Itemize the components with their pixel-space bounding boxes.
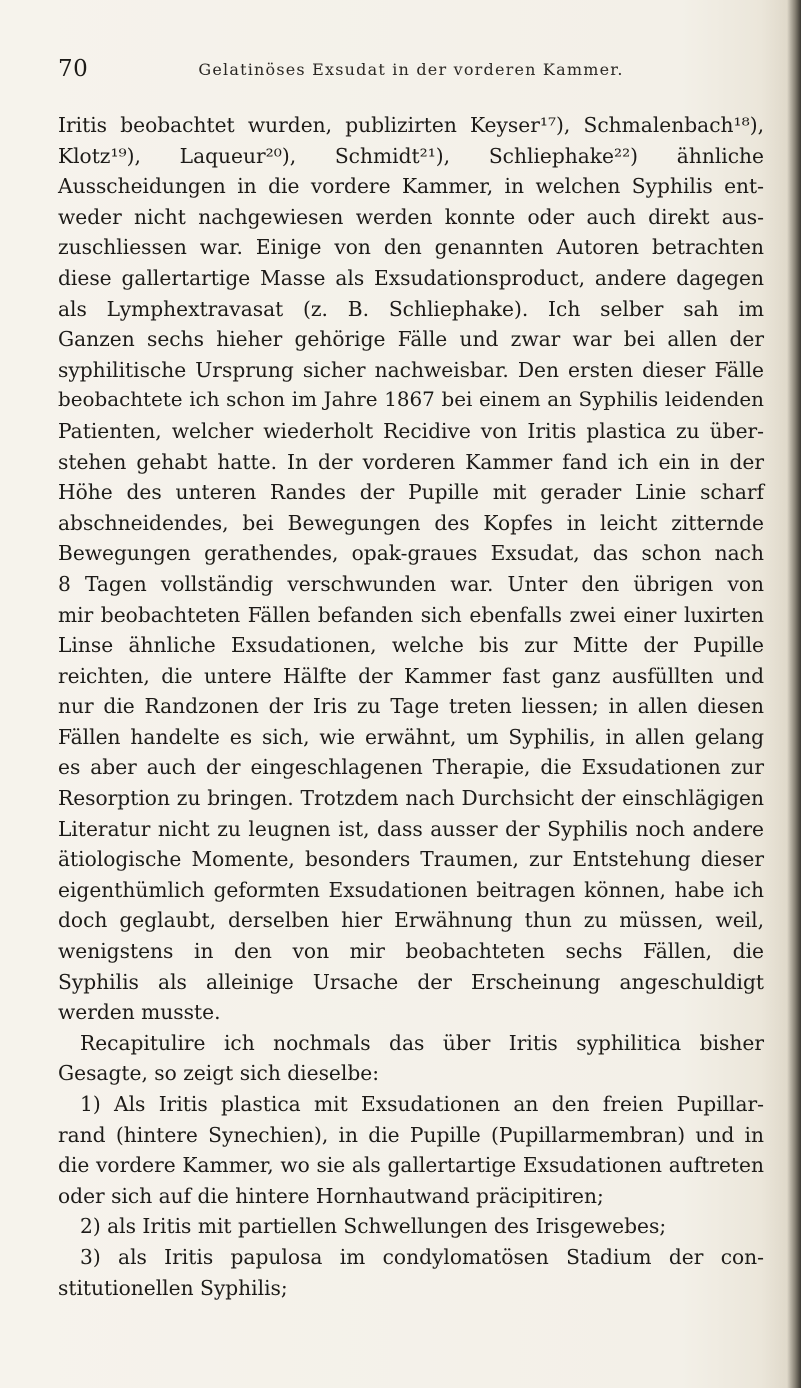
body-text — [58, 110, 764, 1303]
text-line: syphilitische Ursprung sicher nachweisbar. Den ersten dieser Fälle — [58, 357, 764, 382]
text-line: es aber auch der eingeschlagenen Therapie, die Exsudationen zur — [58, 755, 764, 780]
text-line: Fällen handelte es sich, wie erwähnt, um Syphilis, in allen gelang — [58, 724, 764, 749]
text-line: zuschliessen war. Einige von den genannten Autoren betrachten — [58, 235, 764, 260]
text-line: doch geglaubt, derselben hier Erwähnung thun zu müssen, weil, — [58, 908, 764, 933]
text-line: 3) als Iritis papulosa im condylomatösen Stadium der con- — [80, 1244, 764, 1269]
text-line: Patienten, welcher wiederholt Recidive von Iritis plastica zu über- — [58, 418, 764, 443]
text-line: mir beobachteten Fällen befanden sich ebenfalls zwei einer luxirten — [58, 602, 764, 627]
text-line: weder nicht nachgewiesen werden konnte oder auch direkt aus- — [58, 204, 764, 229]
text-line: rand (hintere Synechien), in die Pupille (Pupillarmembran) und in — [58, 1122, 764, 1147]
text-line: 8 Tagen vollständig verschwunden war. Unter den übrigen von — [58, 571, 764, 596]
text-line: wenigstens in den von mir beobachteten sechs Fällen, die — [58, 939, 764, 964]
text-line: abschneidendes, bei Bewegungen des Kopfes in leicht zitternde — [58, 510, 764, 535]
text-line: nur die Randzonen der Iris zu Tage treten liessen; in allen diesen — [58, 694, 764, 719]
text-line: als Lymphextravasat (z. B. Schliephake). Ich selber sah im — [58, 296, 764, 321]
text-line: Höhe des unteren Randes der Pupille mit gerader Linie scharf — [58, 480, 764, 505]
text-line: Literatur nicht zu leugnen ist, dass ausser der Syphilis noch andere — [58, 816, 764, 841]
text-line: reichten, die untere Hälfte der Kammer fast ganz ausfüllten und — [58, 663, 764, 688]
text-line: Linse ähnliche Exsudationen, welche bis zur Mitte der Pupille — [58, 633, 764, 658]
page-number: 70 — [58, 56, 89, 82]
running-title: Gelatinöses Exsudat in der vorderen Kammer. — [198, 60, 624, 79]
text-line: ätiologische Momente, besonders Traumen, zur Entstehung dieser — [58, 847, 764, 872]
page-edge-shadow — [787, 0, 801, 1388]
text-line: werden musste. — [58, 1000, 221, 1025]
text-line: Ganzen sechs hieher gehörige Fälle und zwar war bei allen der — [58, 327, 764, 352]
text-line: diese gallertartige Masse als Exsudationsproduct, andere dagegen — [58, 265, 764, 290]
text-line: Recapitulire ich nochmals das über Iritis syphilitica bisher — [80, 1030, 764, 1055]
text-line: eigenthümlich geformten Exsudationen beitragen können, habe ich — [58, 877, 764, 902]
text-line: Bewegungen gerathendes, opak-graues Exsudat, das schon nach — [58, 541, 764, 566]
text-line: stitutionellen Syphilis; — [58, 1275, 288, 1300]
text-line: Syphilis als alleinige Ursache der Erscheinung angeschuldigt — [58, 969, 764, 994]
text-line: 1) Als Iritis plastica mit Exsudationen an den freien Pupillar- — [80, 1092, 764, 1116]
text-line: Klotz¹⁹), Laqueur²⁰), Schmidt²¹), Schliephake²²) ähnliche — [58, 143, 764, 168]
page-header — [58, 56, 764, 86]
text-line: oder sich auf die hintere Hornhautwand präcipitiren; — [58, 1183, 604, 1208]
text-line: die vordere Kammer, wo sie als gallertartige Exsudationen auftreten — [58, 1153, 764, 1178]
text-line: Gesagte, so zeigt sich dieselbe: — [58, 1061, 380, 1086]
text-line: Iritis beobachtet wurden, publizirten Keyser¹⁷), Schmalenbach¹⁸), — [58, 113, 764, 137]
text-line: Resorption zu bringen. Trotzdem nach Durchsicht der einschlägigen — [58, 786, 764, 811]
text-line: Ausscheidungen in die vordere Kammer, in welchen Syphilis ent- — [58, 174, 764, 199]
text-line: beobachtete ich schon im Jahre 1867 bei einem an Syphilis leidenden — [58, 388, 764, 412]
text-line: stehen gehabt hatte. In der vorderen Kammer fand ich ein in der — [58, 449, 764, 474]
text-line: 2) als Iritis mit partiellen Schwellungen des Irisgewebes; — [80, 1214, 667, 1239]
